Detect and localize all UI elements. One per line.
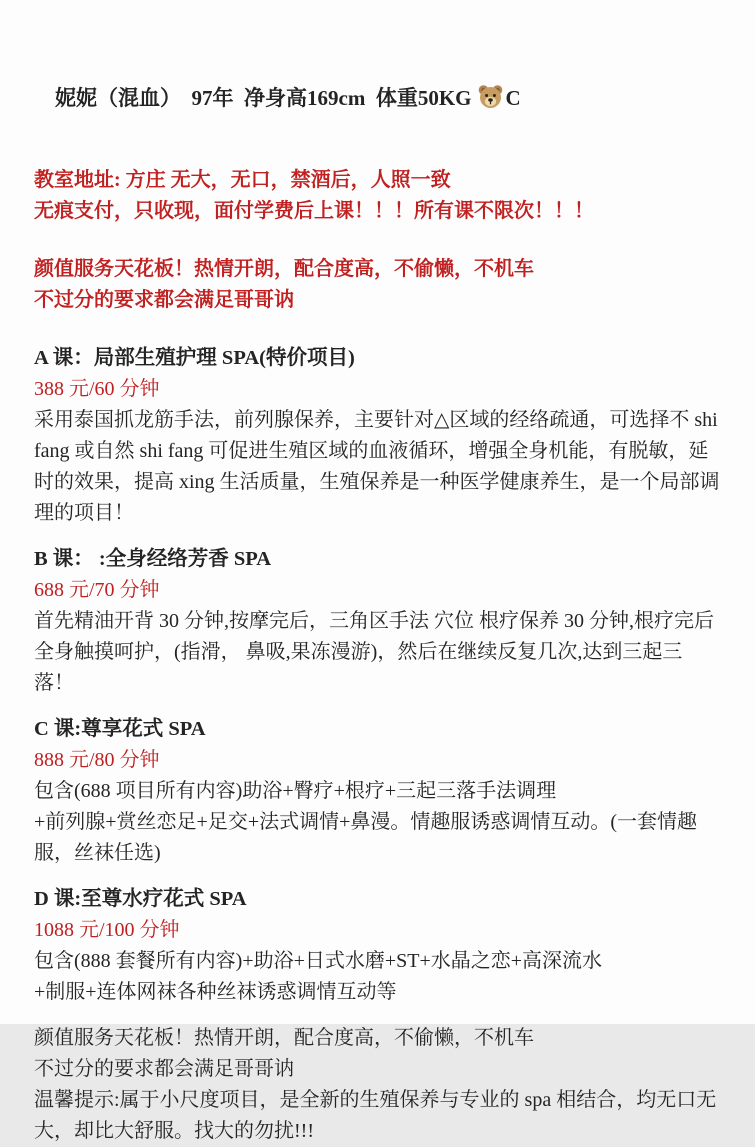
course-c-price: 888 元/80 分钟	[34, 749, 160, 771]
course-a-title: A 课：局部生殖护理 SPA(特价项目)	[34, 347, 355, 369]
footer-notice	[34, 1023, 721, 1147]
studio-address-line: 教室地址: 方庄 无大，无口，禁酒后，人照一致	[34, 169, 451, 191]
service-highlight-line1: 颜值服务天花板！热情开朗，配合度高，不偷懒，不机车	[34, 258, 534, 280]
course-d-description-line1: 包含(888 套餐所有内容)+助浴+日式水磨+ST+水晶之恋+高深流水	[34, 950, 603, 972]
course-d-description-line2: +制服+连体网袜各种丝袜诱惑调情互动等	[34, 981, 397, 1003]
course-a-section	[34, 343, 721, 529]
footer-line2: 不过分的要求都会满足哥哥讷	[34, 1058, 294, 1080]
course-c-title: C 课:尊享花式 SPA	[34, 718, 206, 740]
course-b-title: B 课： :全身经络芳香 SPA	[34, 548, 272, 570]
service-highlight-line2: 不过分的要求都会满足哥哥讷	[34, 289, 294, 311]
cup-size-label: C	[505, 86, 521, 110]
course-b-section	[34, 544, 721, 699]
course-d-section	[34, 884, 721, 1008]
profile-header	[34, 52, 721, 149]
address-payment-notice	[34, 165, 721, 227]
course-d-title: D 课:至尊水疗花式 SPA	[34, 888, 247, 910]
course-a-description: 采用泰国抓龙筋手法，前列腺保养，主要针对△区域的经络疏通，可选择不 shi fang 或自然 shi fang 可促进生殖区域的血液循环，增强全身机能，有脱敏，延时的效果，提高 xing 生活质量，生殖保养是一种医学健康养生，是一个局部调理的项目！	[34, 409, 723, 524]
footer-line1: 颜值服务天花板！热情开朗，配合度高，不偷懒，不机车	[34, 1027, 534, 1049]
service-highlight-notice	[34, 254, 721, 316]
footer-tip-line: 温馨提示:属于小尺度项目，是全新的生殖保养与专业的 spa 相结合，均无口无大，却比大舒服。找大的勿扰!!!	[34, 1089, 717, 1142]
course-c-description-line2: +前列腺+赏丝恋足+足交+法式调情+鼻漫。情趣服诱惑调情互动。(一套情趣服，丝袜任选)	[34, 811, 698, 864]
course-c-section	[34, 714, 721, 869]
course-c-description-line1: 包含(688 项目所有内容)助浴+臀疗+根疗+三起三落手法调理	[34, 780, 557, 802]
course-a-price: 388 元/60 分钟	[34, 378, 160, 400]
course-b-description: 首先精油开背 30 分钟,按摩完后，三角区手法 穴位 根疗保养 30 分钟,根疗完后全身触摸呵护，(指滑， 鼻吸,果冻漫游)，然后在继续反复几次,达到三起三落！	[34, 610, 714, 694]
payment-rule-line: 无痕支付，只收现，面付学费后上课！！！所有课不限次！！！	[34, 200, 594, 222]
profile-text: 妮妮（混血） 97年 净身高169cm 体重50KG	[55, 86, 472, 110]
course-d-price: 1088 元/100 分钟	[34, 919, 180, 941]
bear-emoji-icon	[477, 84, 504, 118]
course-b-price: 688 元/70 分钟	[34, 579, 160, 601]
